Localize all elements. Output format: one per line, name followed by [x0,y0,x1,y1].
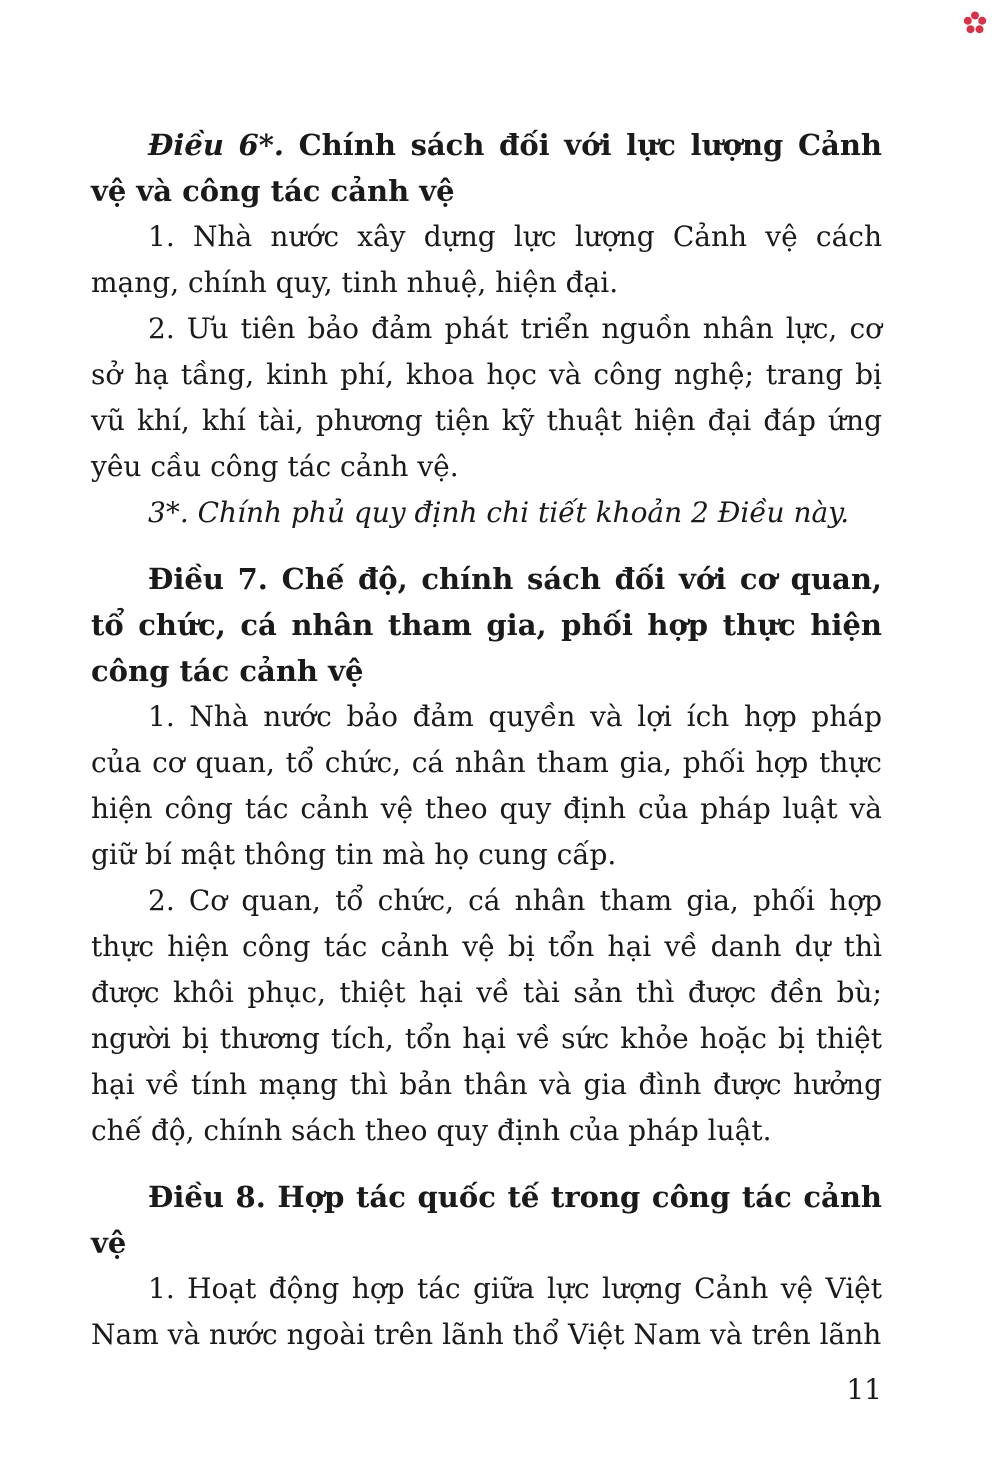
article-6-heading [91,122,882,214]
article-6-heading-text: Chính sách đối với lực lượng Cảnh vệ và công tác cảnh vệ [91,128,882,208]
article-6-paragraph-1: 1. Nhà nước xây dựng lực lượng Cảnh vệ cách mạng, chính quy, tinh nhuệ, hiện đại. [91,220,882,299]
article-7-paragraph-2: 2. Cơ quan, tổ chức, cá nhân tham gia, phối hợp thực hiện công tác cảnh vệ bị tổn hại về danh dự thì được khôi phục, thiệt hại về tài sản thì được đền bù; người bị thương tích, tổn hại về sức khỏe hoặc bị thiệt hại về tính mạng thì bản thân và gia đình được hưởng chế độ, chính sách theo quy định của pháp luật. [91,884,882,1147]
article-7-heading: Điều 7. Chế độ, chính sách đối với cơ quan, tổ chức, cá nhân tham gia, phối hợp thực hiện công tác cảnh vệ [91,562,882,688]
article-7-paragraph-1: 1. Nhà nước bảo đảm quyền và lợi ích hợp pháp của cơ quan, tổ chức, cá nhân tham gia, phối hợp thực hiện công tác cảnh vệ theo quy định của pháp luật và giữ bí mật thông tin mà họ cung cấp. [91,700,882,871]
article-8-heading: Điều 8. Hợp tác quốc tế trong công tác cảnh vệ [91,1180,882,1260]
flower-ornament-icon [962,10,988,36]
article-6-heading-lead: Điều 6*. [148,128,284,162]
article-6 [91,122,882,536]
article-8-paragraph-1: 1. Hoạt động hợp tác giữa lực lượng Cảnh vệ Việt Nam và nước ngoài trên lãnh thổ Việt Nam và trên lãnh [91,1272,882,1351]
article-8 [91,1174,882,1358]
article-6-paragraph-2: 2. Ưu tiên bảo đảm phát triển nguồn nhân lực, cơ sở hạ tầng, kinh phí, khoa học và công nghệ; trang bị vũ khí, khí tài, phương tiện kỹ thuật hiện đại đáp ứng yêu cầu công tác cảnh vệ. [91,312,882,483]
article-7 [91,556,882,1154]
page-number: 11 [846,1373,882,1406]
page-body [91,122,882,1358]
article-6-paragraph-3: 3*. Chính phủ quy định chi tiết khoản 2 Điều này. [148,496,850,529]
